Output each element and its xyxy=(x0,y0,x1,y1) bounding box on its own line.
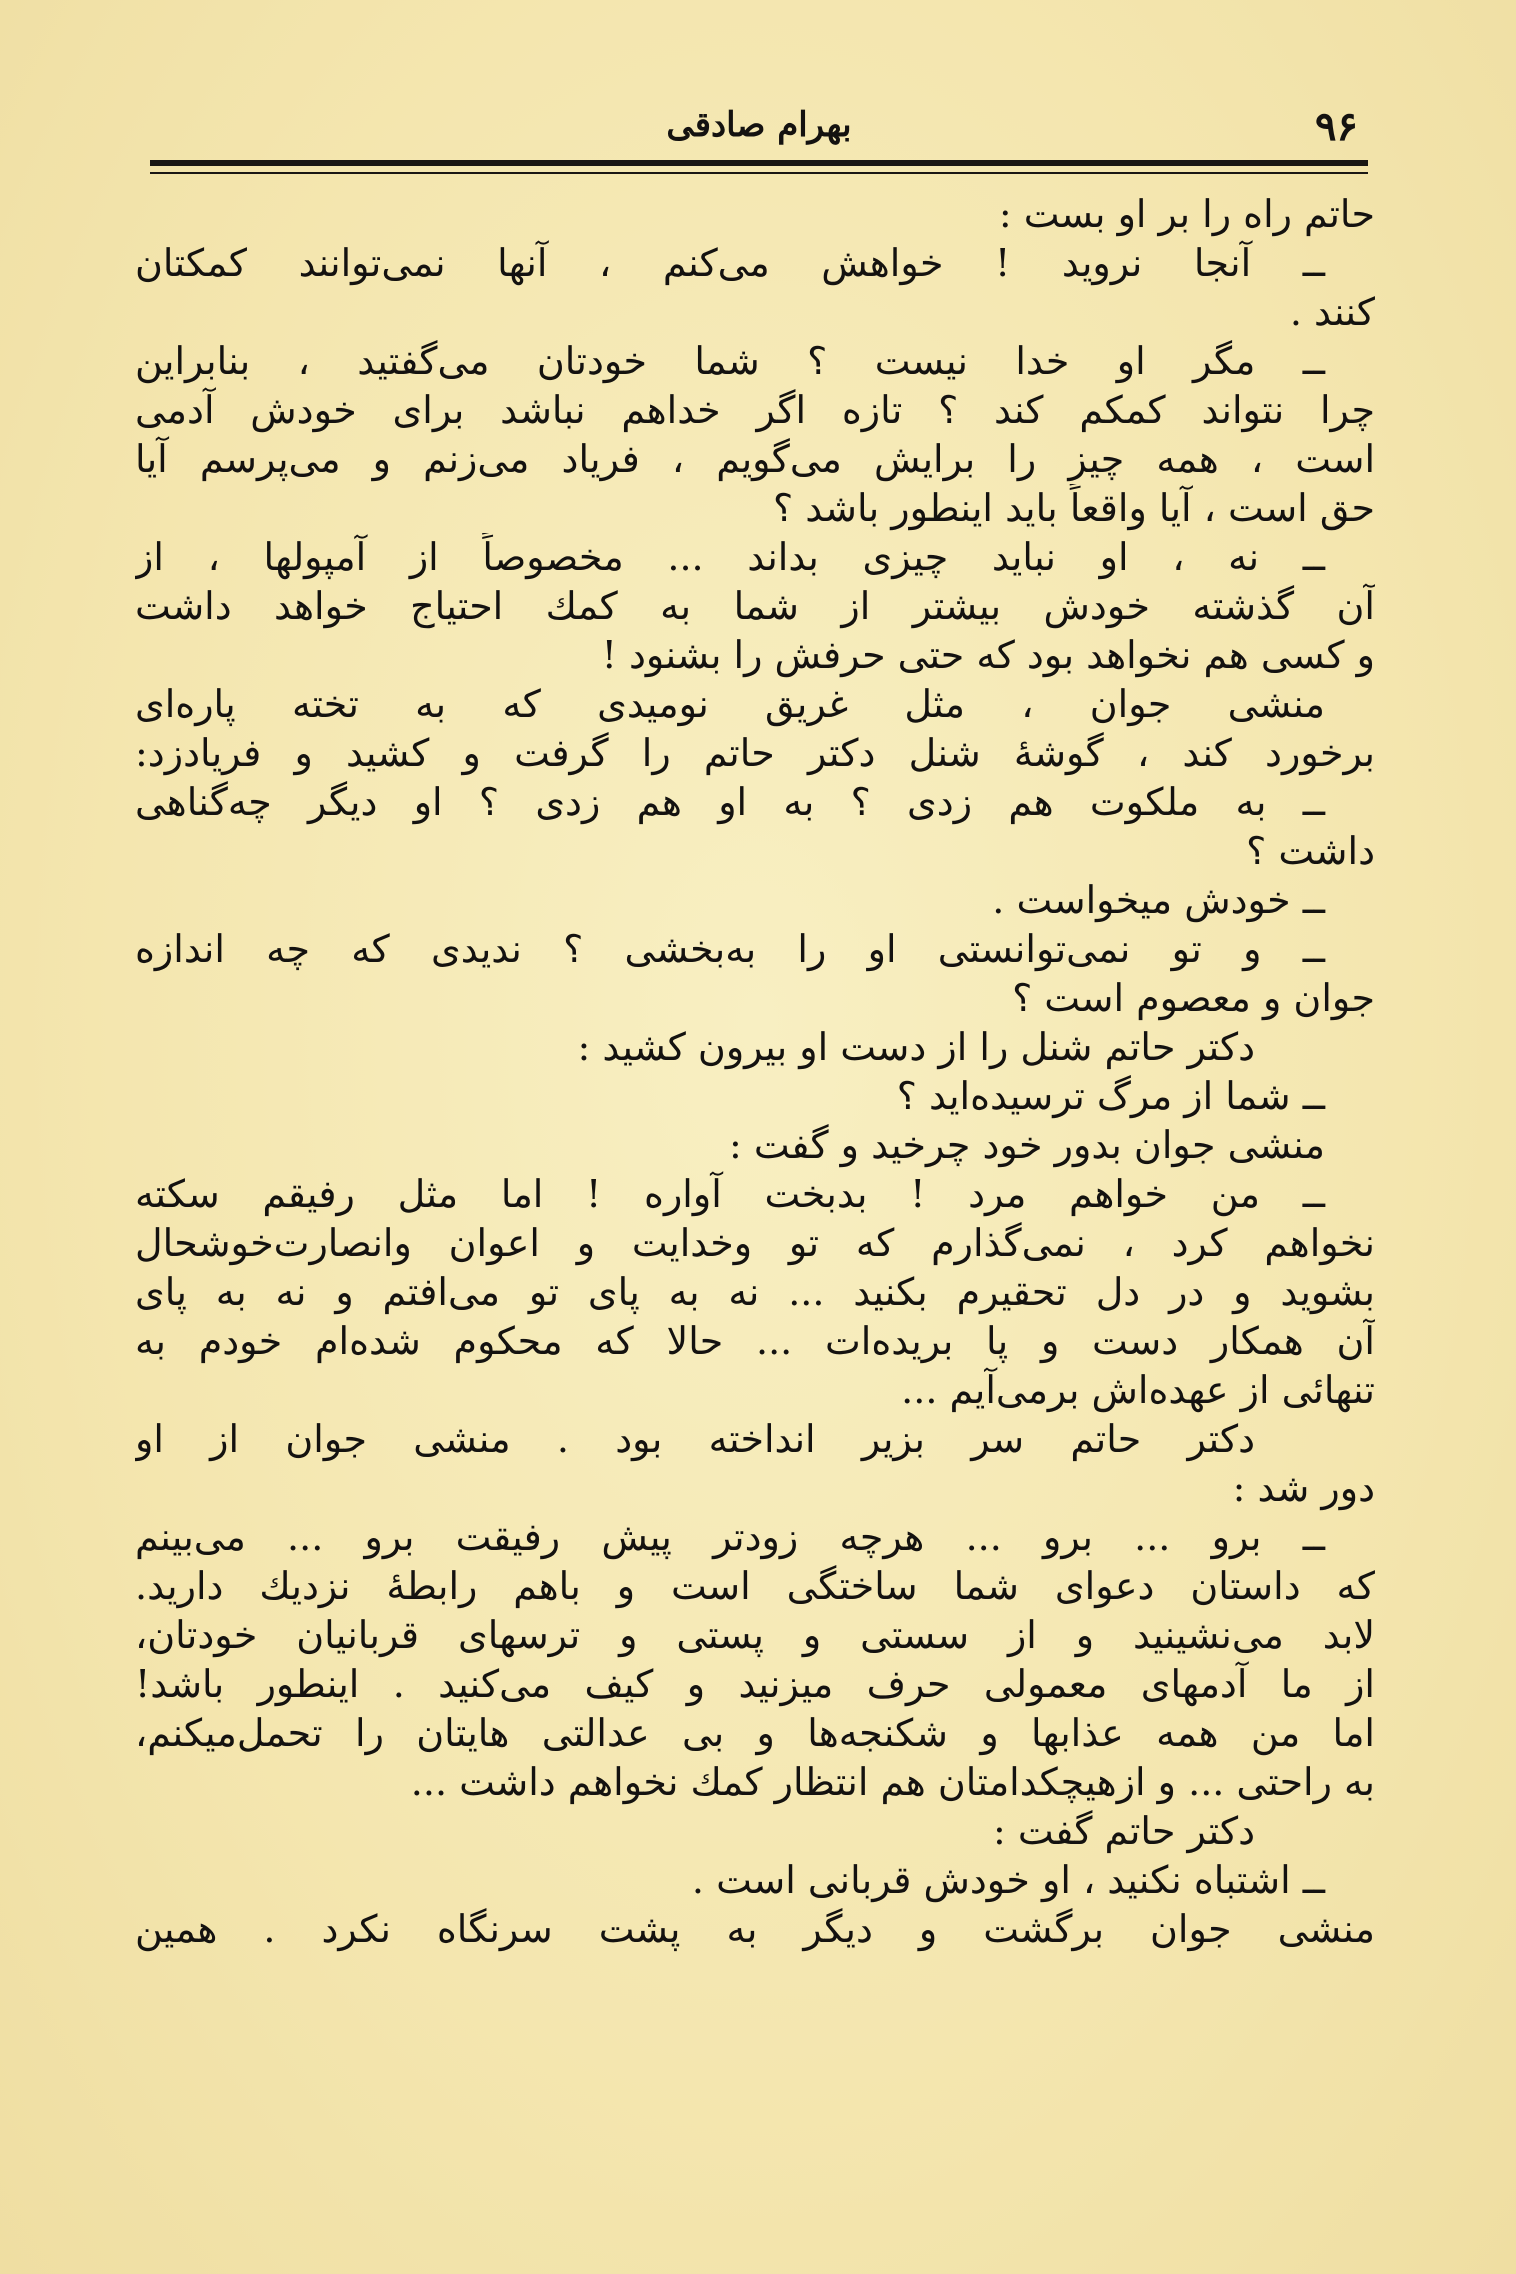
text-line: کنند . xyxy=(1289,290,1375,334)
text-line: لابد می‌نشینید و از سستی و پستی و ترسهای قربانیان خودتان، xyxy=(135,1613,1375,1657)
text-line: حاتم راه را بر او بست : xyxy=(998,192,1375,236)
text-line: جوان و معصوم است ؟ xyxy=(1012,976,1375,1020)
text-line: بشوید و در دل تحقیرم بکنید ... نه به پای تو می‌افتم و نه به پای xyxy=(135,1270,1375,1314)
text-line: ــ به ملکوت هم زدی ؟ به او هم زدی ؟ او دیگر چه‌گناهی xyxy=(135,780,1325,824)
text-line: دکتر حاتم سر بزیر انداخته بود . منشی جوان از او xyxy=(135,1417,1255,1461)
text-line: تنهائی از عهده‌اش برمی‌آیم ... xyxy=(901,1368,1375,1412)
text-line: ــ برو ... برو ... هرچه زودتر پیش رفیقت برو ... می‌بینم xyxy=(135,1515,1325,1559)
text-line: و کسی هم نخواهد بود که حتی حرفش را بشنود ! xyxy=(601,633,1375,677)
text-line: به راحتی ... و ازهیچکدامتان هم انتظار کمك نخواهم داشت ... xyxy=(410,1760,1375,1804)
header-rule-thin xyxy=(150,172,1368,174)
text-line: ــ نه ، او نباید چیزی بداند ... مخصوصاً از آمپولها ، از xyxy=(135,535,1325,579)
text-line: ــ آنجا نروید ! خواهش می‌کنم ، آنها نمی‌توانند کمکتان xyxy=(135,241,1325,285)
text-line: ــ شما از مرگ ترسیده‌اید ؟ xyxy=(896,1074,1325,1118)
text-line: برخورد کند ، گوشهٔ شنل دکتر حاتم را گرفت و کشید و فریادزد: xyxy=(135,731,1375,775)
text-line: حق است ، آیا واقعاً باید اینطور باشد ؟ xyxy=(772,486,1375,530)
text-line: منشی جوان بدور خود چرخید و گفت : xyxy=(729,1123,1325,1167)
text-line: ــ خودش میخواست . xyxy=(992,878,1325,922)
text-line: که داستان دعوای شما ساختگی است و باهم رابطهٔ نزدیك دارید. xyxy=(135,1564,1375,1608)
header-rule-thick xyxy=(150,160,1368,166)
text-line: نخواهم کرد ، نمی‌گذارم که تو وخدایت و اعوان وانصارت‌خوشحال xyxy=(135,1221,1375,1265)
text-line: داشت ؟ xyxy=(1246,829,1375,873)
text-line: آن همکار دست و پا بریده‌ات ... حالا که محکوم شده‌ام خودم به xyxy=(135,1319,1375,1363)
text-line: ــ اشتباه نکنید ، او خودش قربانی است . xyxy=(691,1858,1325,1902)
text-line: چرا نتواند کمکم کند ؟ تازه اگر خداهم نباشد برای خودش آدمی xyxy=(135,388,1375,432)
body-text xyxy=(135,190,1375,1954)
page-header xyxy=(150,95,1368,155)
text-line: دکتر حاتم شنل را از دست او بیرون کشید : xyxy=(577,1025,1255,1069)
text-line: دور شد : xyxy=(1232,1466,1375,1510)
text-line: آن گذشته خودش بیشتر از شما به کمك احتیاج خواهد داشت xyxy=(135,584,1375,628)
text-line: ــ من خواهم مرد ! بدبخت آواره ! اما مثل رفیقم سکته xyxy=(135,1172,1325,1216)
text-line: ــ و تو نمی‌توانستی او را به‌بخشی ؟ ندیدی که چه اندازه xyxy=(135,927,1325,971)
text-line: دکتر حاتم گفت : xyxy=(992,1809,1255,1853)
text-line: منشی جوان برگشت و دیگر به پشت سرنگاه نکرد . همین xyxy=(135,1907,1375,1951)
running-head: بهرام صادقی xyxy=(666,105,852,145)
page-number: ۹۶ xyxy=(1315,103,1358,150)
text-line: ــ مگر او خدا نیست ؟ شما خودتان می‌گفتید ، بنابراین xyxy=(135,339,1325,383)
text-line: است ، همه چیز را برایش می‌گویم ، فریاد می‌زنم و می‌پرسم آیا xyxy=(135,437,1375,481)
text-line: اما من همه عذابها و شکنجه‌ها و بی عدالتی هایتان را تحمل‌میکنم، xyxy=(135,1711,1375,1755)
text-line: منشی جوان ، مثل غریق نومیدی که به تخته پاره‌ای xyxy=(135,682,1325,726)
text-line: از ما آدمهای معمولی حرف میزنید و کیف می‌کنید . اینطور باشد! xyxy=(135,1662,1375,1706)
